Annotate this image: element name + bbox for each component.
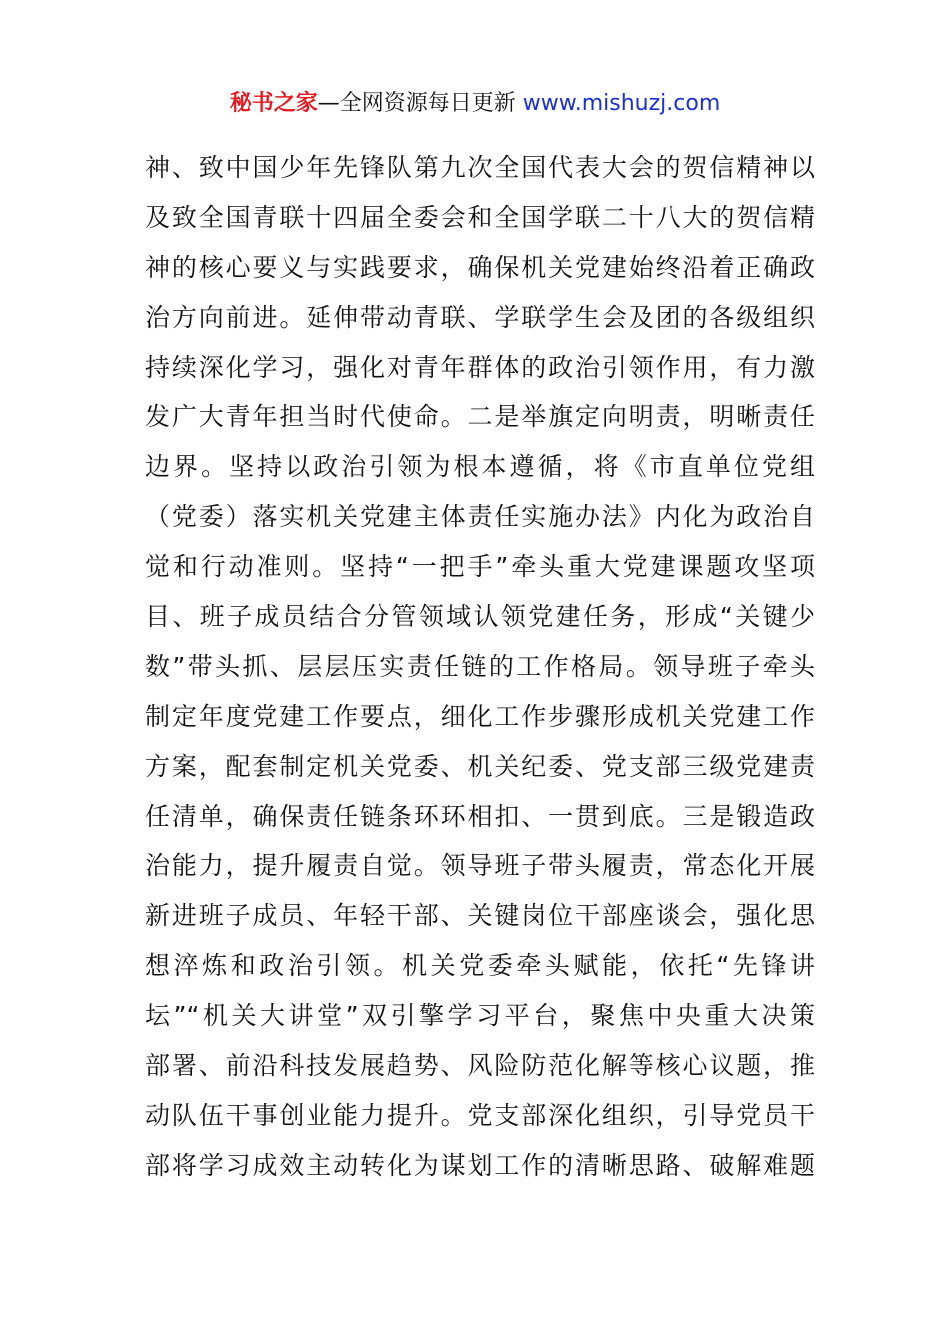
body-line: 神、致中国少年先锋队第九次全国代表大会的贺信精神以	[145, 153, 815, 182]
document-body	[145, 143, 815, 1191]
body-line: 任清单，确保责任链条环环相扣、一贯到底。三是锻造政	[145, 801, 815, 831]
body-line: 制定年度党建工作要点，细化工作步骤形成机关党建工作	[145, 701, 815, 731]
body-line: 神的核心要义与实践要求，确保机关党建始终沿着正确政	[145, 252, 815, 282]
body-line: 动队伍干事创业能力提升。党支部深化组织，引导党员干	[145, 1100, 815, 1130]
site-header	[0, 88, 950, 120]
body-line: 新进班子成员、年轻干部、关键岗位干部座谈会，强化思	[145, 901, 815, 931]
body-line: 边界。坚持以政治引领为根本遵循，将《市直单位党组	[145, 452, 815, 482]
body-line: 目、班子成员结合分管领域认领党建任务，形成“关键少	[145, 602, 815, 632]
body-line: 觉和行动准则。坚持“一把手”牵头重大党建课题攻坚项	[145, 552, 815, 582]
body-line: 部将学习成效主动转化为谋划工作的清晰思路、破解难题	[145, 1150, 815, 1180]
body-line: 发广大青年担当时代使命。二是举旗定向明责，明晰责任	[145, 402, 815, 432]
body-line: （党委）落实机关党建主体责任实施办法》内化为政治自	[145, 502, 815, 532]
body-line: 持续深化学习，强化对青年群体的政治引领作用，有力激	[145, 352, 815, 382]
header-dash: —	[317, 91, 340, 116]
header-tagline: 全网资源每日更新	[339, 91, 516, 116]
body-line: 想淬炼和政治引领。机关党委牵头赋能，依托“先锋讲	[145, 951, 815, 981]
site-url-link[interactable]: www.mishuzj.com	[522, 91, 721, 116]
body-line: 坛”“机关大讲堂”双引擎学习平台，聚焦中央重大决策	[145, 1001, 815, 1031]
site-brand: 秘书之家	[229, 91, 318, 116]
body-line: 数”带头抓、层层压实责任链的工作格局。领导班子牵头	[145, 651, 815, 681]
body-line: 方案，配套制定机关党委、机关纪委、党支部三级党建责	[145, 751, 815, 781]
body-line: 及致全国青联十四届全委会和全国学联二十八大的贺信精	[145, 202, 815, 232]
body-line: 治方向前进。延伸带动青联、学联学生会及团的各级组织	[145, 302, 815, 332]
body-line: 治能力，提升履责自觉。领导班子带头履责，常态化开展	[145, 851, 815, 881]
body-line: 部署、前沿科技发展趋势、风险防范化解等核心议题，推	[145, 1051, 815, 1081]
